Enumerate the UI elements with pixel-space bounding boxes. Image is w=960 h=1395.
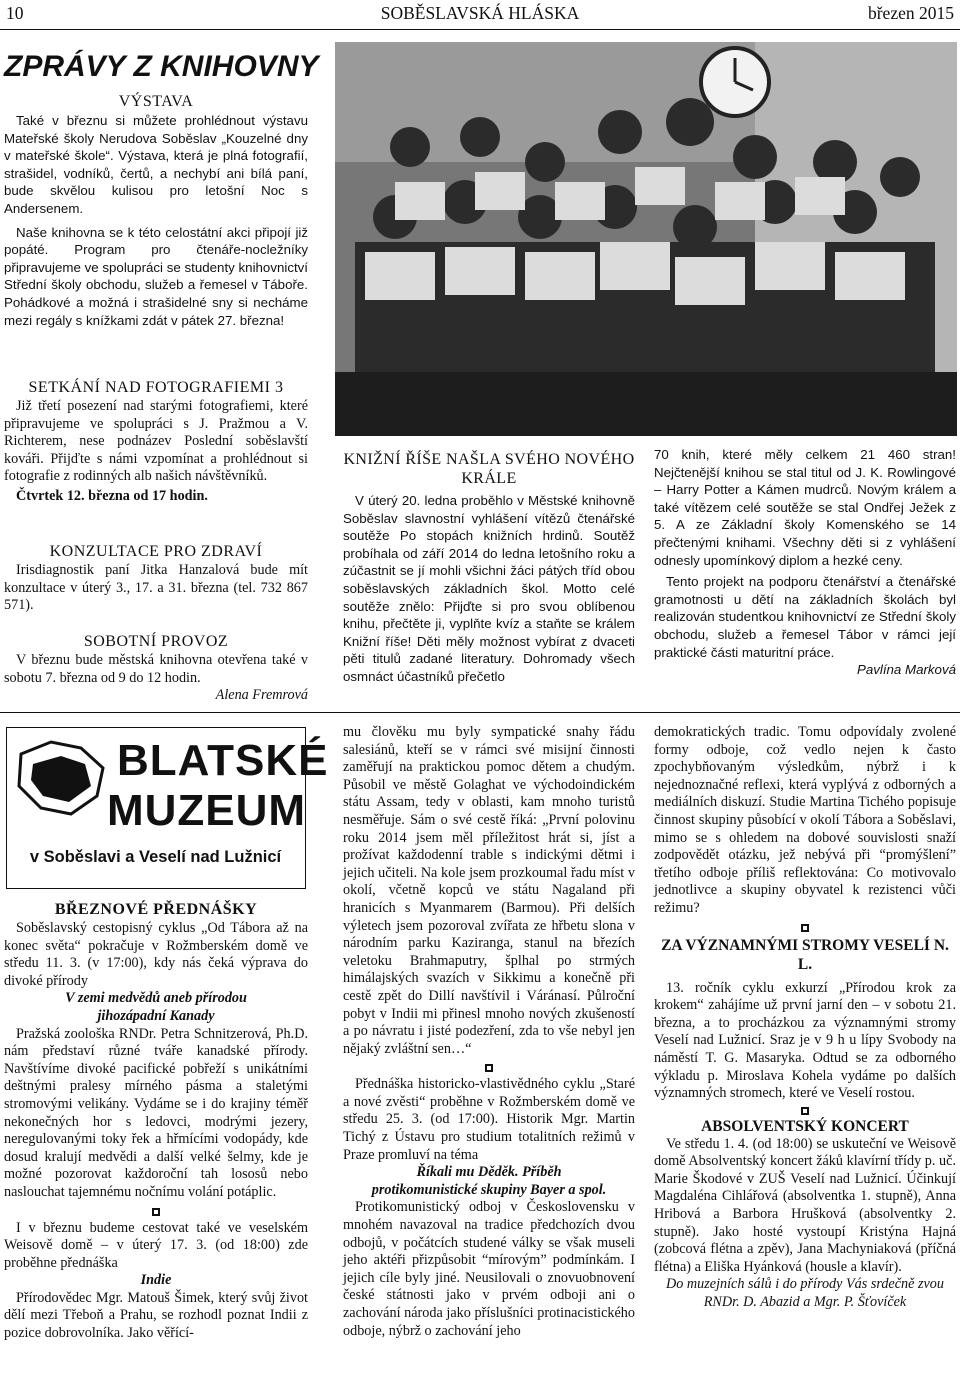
- bullet-icon: [152, 1208, 160, 1216]
- bullet-icon: [485, 1064, 493, 1072]
- knizni-paragraph-1: V úterý 20. ledna proběhlo v Městské knihovně Soběslav slavnostní vyhlášení vítězů čtenářské soutěže Po stopách knižních hrdinů. Soutěž probíhala od září 2014 do ledna letošního roku a zúčastnit se jí mohli všichni žáci pátých tříd obou soběslavských základních škol. Motto celé soutěže znělo: Přijďte si pro svou oblíbenou knihu, přečtěte ji, vyplňte kvíz a staňte se králem Knižní říše! Děti měly možnost vybírat z dvaceti pěti titulů zadané literatury. Dohromady všech osmnáct účastníků přečetlo: [343, 493, 635, 684]
- logo-line-2: MUZEUM: [107, 786, 307, 835]
- photo-illustration: [335, 42, 957, 436]
- setkani-paragraph: Již třetí posezení nad starými fotografiemi, které připravujeme ve spolupráci s J. Pražmou a V. Richterem, nese podnázev Poslední soběslavští kováři. Přijďte s námi vzpomínat a prohlédnout si fotografie z rodinných alb našich návštěvníků.: [4, 398, 308, 485]
- logo-line-1: BLATSKÉ: [117, 736, 329, 785]
- breznove-subtitle: V zemi medvědů aneb přírodou jihozápadní Kanady: [65, 990, 247, 1024]
- setkani-when: Čtvrtek 12. března od 17 hodin.: [16, 487, 208, 504]
- breznove-paragraph-3: I v březnu budeme cestovat také ve veselském Weisově domě – v úterý 17. 3. (od 18:00) zde proběhne přednáška: [4, 1219, 308, 1271]
- col3-paragraph-1: demokratických tradic. Tomu odpovídaly zvolené formy odboje, což vedlo nejen k často zpochybňovaným výsledkům, nýbrž i k nejednoznačné reflexi, která vyplývá z odborných a mediálních diskuzí. Studie Martina Tichého popisuje činnost skupiny působící v okolí Tábora a Soběslavi, mimo se s ohledem na dobové souvislosti snaží zodpovědět otázku, jež nebývá při “promýšlení” třetího odboje příliš reflektována: Co motivovalo jednotlivce a skupiny obyvatel k rezistenci vůči režimu?: [654, 724, 956, 916]
- newspaper-name: SOBĚSLAVSKÁ HLÁSKA: [380, 3, 580, 23]
- children-photo: [335, 42, 957, 436]
- breznove-indie: Indie: [140, 1272, 172, 1289]
- stromy-heading: ZA VÝZNAMNÝMI STROMY VESELÍ N. L.: [661, 936, 949, 973]
- col2-paragraph-1: mu člověku mu byly sympatické snahy řádu salesiánů, kteří se v rámci své misijní činnosti zaměřují na praktickou pomoc dětem a chudým. Působil ve městě Golaghat ve východoindickém státu Assam, tedy v oblasti, kam mnoho turistů nesměřuje. Sám o své cestě říká: „První polovinu roku 2014 jsem měl příležitost hrát si, jíst a prožívat každodenní trable s indickými dětmi i jejich učiteli. Na kole jsem prozkoumal řadu míst v okolí, včetně kopců ve státu Nagaland při hranicích s Myanmarem (Barmou). Při delších výletech jsem pozoroval zvířata ze hřbetu slona v národním parku Kaziranga, stanul na březích veletoku Brahmaputry, šplhal po strmých himálajských svazích v Sikkimu a konečně při cestě zpět do Dillí navštívil i Váránasí. Půlroční pobyt v Indii mi přinesl mnoho nových zkušeností a po návratu i jisté podezření, zda to vše nebyl jen nějaký zvláštní sen…“: [343, 724, 635, 1057]
- breznove-paragraph-2: Pražská zoološka RNDr. Petra Schnitzerová, Ph.D. nám představí různé tváře kanadské přírody. Navštívíme divoké pacifické pobřeží s unikátními deštnými pralesy mírného pásma a staletými stromovými velikány. Vydáme se i do krajiny téměř nekonečných hor s ledovci, modrými jezery, neregulovanými toky řek a hřmícími vodopády, kde dosud kralují medvědi a další velké šelmy, kde je možné pozorovat každoroční tah lososů nebo naslouchat tajemnému nočnímu volání potáplic.: [4, 1025, 308, 1200]
- bullet-icon: [801, 924, 809, 932]
- knizni-heading: KNIŽNÍ ŘÍŠE NAŠLA SVÉHO NOVÉHO KRÁLE: [343, 451, 635, 487]
- breznove-paragraph-4: Přírodovědec Mgr. Matouš Šimek, který svůj život dělí mezi Třeboň a Prahu, se rozhodl poznat Indii z pozice dobrovolníka. Jako věřící-: [4, 1289, 308, 1342]
- map-icon: [11, 734, 111, 834]
- vystava-paragraph-2: Naše knihovna se k této celostátní akci připojí již popáté. Program pro čtenáře-nocležníky připravujeme ve spolupráci se studenty knihovnictví Střední školy obchodu, služeb a řemesel v Táboře. Pohádkové a možná i strašidelné sny si necháme mezi regály s knížkami zdát v pátek 27. března!: [4, 224, 308, 328]
- issue-date: březen 2015: [867, 3, 954, 23]
- museum-logo: [6, 727, 329, 889]
- col2-subtitle: Říkali mu Děděk. Příběh protikomunistické skupiny Bayer a spol.: [371, 1164, 607, 1198]
- page-header: [0, 0, 960, 30]
- knizni-paragraph-3: Tento projekt na podporu čtenářství a čtenářské gramotnosti u dětí na základních školách byl realizován studentkou knihovnictví ze Střední školy obchodu, služeb a řemesel Tábor v rámci její praktické části maturitní práce.: [654, 574, 956, 660]
- sobotni-author: Alena Fremrová: [215, 687, 308, 704]
- breznove-paragraph-1: Soběslavský cestopisný cyklus „Od Tábora až na konec světa“ pokračuje v Rožmberském domě ve středu 11. 3. (v 17:00), kdy nás čeká výprava do divoké přírody: [4, 920, 308, 989]
- knizni-author: Pavlína Marková: [856, 662, 956, 678]
- koncert-heading: ABSOLVENTSKÝ KONCERT: [701, 1117, 909, 1135]
- col2-paragraph-2: Přednáška historicko-vlastivědného cyklu „Staré a nové zvěsti“ proběhne v Rožmberském domě ve středu 25. 3. (od 17:00). Historik Mgr. Martin Tichý z Ústavu pro studium totalitních režimů v Praze promluví na téma: [343, 1076, 635, 1163]
- setkani-heading: SETKÁNÍ NAD FOTOGRAFIEMI 3: [28, 379, 284, 396]
- sobotni-heading: SOBOTNÍ PROVOZ: [83, 633, 229, 650]
- bullet-icon: [801, 1107, 809, 1115]
- sobotni-paragraph: V březnu bude městská knihovna otevřena také v sobotu 7. března od 9 do 12 hodin.: [4, 652, 308, 686]
- knizni-paragraph-2: 70 knih, které měly celkem 21 460 stran! Nejčtenější knihou se stal titul od J. K. Rowlingové – Harry Potter a Kámen mudrců. Novým králem a také vítězem celé soutěže se stal Ondřej Ježek z 5. A ze Základní školy Komenského se 14 přečtenými knihami. Všechny děti si z vyhlášení odnesly upomínkový diplom a hezké ceny.: [654, 447, 956, 568]
- col2-paragraph-3: Protikomunistický odboj v Československu v mnohém navazoval na tradice předchozích dvou odbojů, v počátcích studené války se však museli jeho aktéři přizpůsobit “mírovým” podmínkám. I jejich cíle byly jiné. Neusilovali o znovuobnovení české státnosti jako v prvém odboji ani o zachování národa jako příslušníci protinacistického odboje, nýbrž o zachování jeho: [343, 1199, 635, 1339]
- logo-line-3: v Soběslavi a Veselí nad Lužnicí: [29, 848, 282, 866]
- vystava-heading: VÝSTAVA: [118, 93, 194, 110]
- signoff: Do muzejních sálů i do přírody Vás srdečně zvou RNDr. D. Abazid a Mgr. P. Šťovíček: [666, 1276, 944, 1311]
- vystava-paragraph-1: Také v březnu si můžete prohlédnout výstavu Mateřské školy Nerudova Soběslav „Kouzelné dny v mateřské škole“. Výstava, která je plná fotografií, strašidel, vodníků, čertů, a nechybí ani bílá paní, bude skvělou kulisou pro letošní Noc s Andersenem.: [4, 113, 308, 216]
- konzultace-heading: KONZULTACE PRO ZDRAVÍ: [49, 543, 263, 560]
- page-number: 10: [6, 3, 24, 23]
- stromy-paragraph: 13. ročník cyklu exkurzí „Přírodou krok za krokem“ zahájíme už první jarní den – v sobotu 21. března, a to procházkou za významnými stromy Veselí nad Lužnicí. Sraz je v 9 h u lípy Svobody na náměstí T. G. Masaryka. Odtud se za odborného výkladu p. Miroslava Kohela vydáme po dalších významných stromech, které ve Veselí rostou.: [654, 979, 956, 1102]
- section-title: ZPRÁVY Z KNIHOVNY: [4, 50, 319, 83]
- konzultace-paragraph: Irisdiagnostik paní Jitka Hanzalová bude mít konzultace v úterý 3., 17. a 31. března (tel. 732 867 571).: [4, 562, 308, 614]
- separator-line: [0, 712, 960, 713]
- breznove-heading: BŘEZNOVÉ PŘEDNÁŠKY: [54, 901, 258, 918]
- koncert-paragraph: Ve středu 1. 4. (od 18:00) se uskuteční ve Weisově domě Absolventský koncert žáků klavírní třídy p. uč. Marie Škodové v ZUŠ Veselí nad Lužnicí. Účinkují Magdaléna Cihlářová (absolventka 1. stupně), Anna Hribová a Barbora Hrušková (absolventky 2. stupně). Jako hosté vystoupí Kristýna Hajná (zobcová flétna a zpěv), Jana Machyniaková (příčná flétna) a Eliška Hyánková (housle a klavír).: [654, 1135, 956, 1275]
